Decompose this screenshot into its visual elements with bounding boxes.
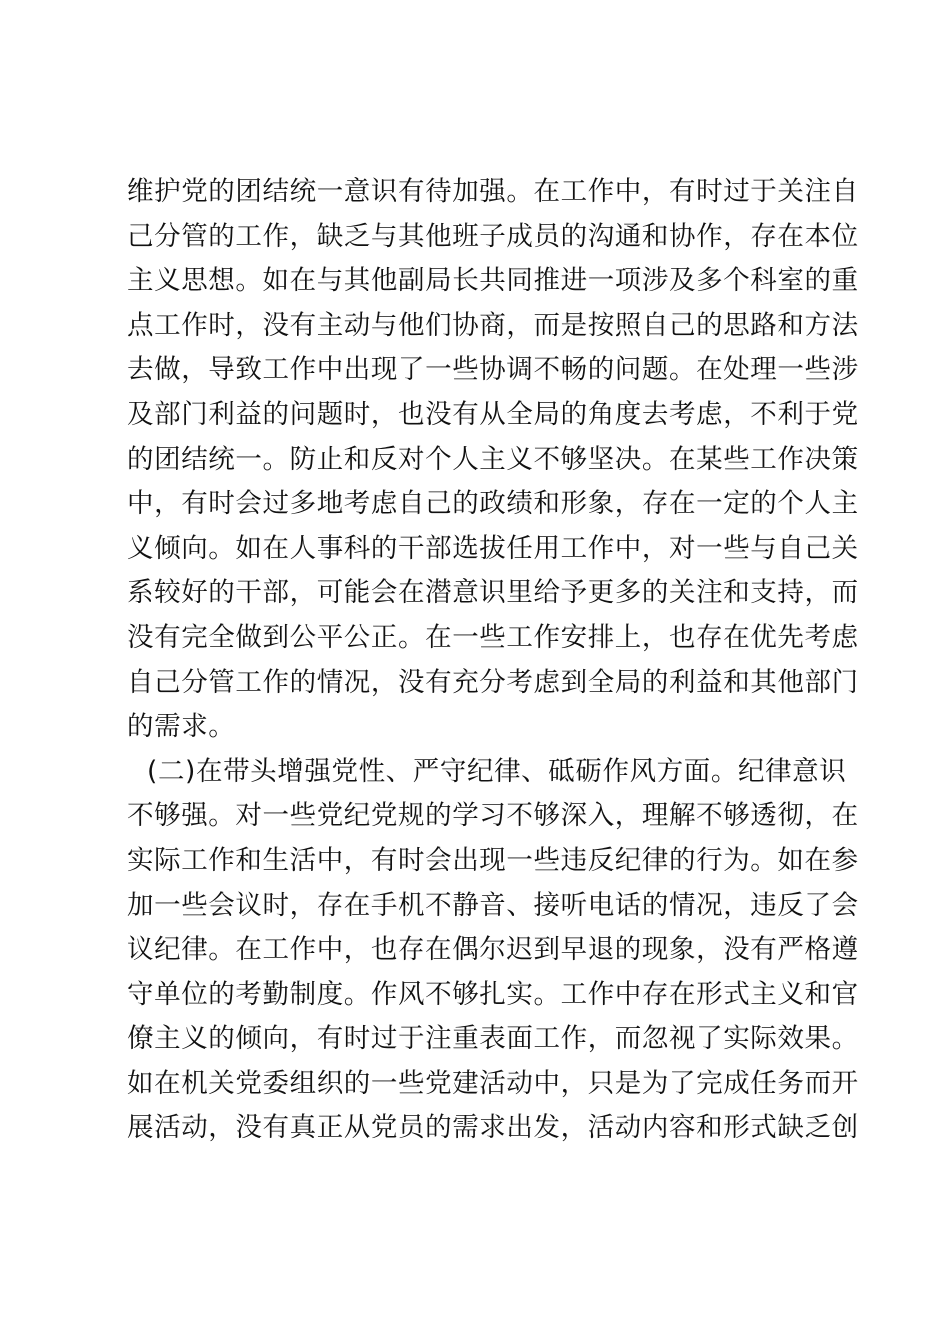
text-line: 去做，导致工作中出现了一些协调不畅的问题。在处理一些涉 [127,354,859,386]
text-line: 加一些会议时，存在手机不静音、接听电话的情况，违反了会 [127,889,859,921]
text-line: 展活动，没有真正从党员的需求出发，活动内容和形式缺乏创 [127,1112,859,1144]
section-heading-line: (二)在带头增强党性、严守纪律、砥砺作风方面。纪律意识 [147,755,847,787]
text-line: 义倾向。如在人事科的干部选拔任用工作中，对一些与自己关 [127,532,859,564]
text-line: 维护党的团结统一意识有待加强。在工作中，有时过于关注自 [127,176,859,207]
text-line: 实际工作和生活中，有时会出现一些违反纪律的行为。如在参 [127,844,859,876]
text-line: 守单位的考勤制度。作风不够扎实。工作中存在形式主义和官 [127,978,859,1010]
text-line: 及部门利益的问题时，也没有从全局的角度去考虑，不利于党 [127,398,859,430]
text-line: 系较好的干部，可能会在潜意识里给予更多的关注和支持，而 [127,577,859,609]
text-line: 议纪律。在工作中，也存在偶尔迟到早退的现象，没有严格遵 [127,934,859,966]
text-line: 不够强。对一些党纪党规的学习不够深入，理解不够透彻，在 [127,800,859,832]
text-line: 中，有时会过多地考虑自己的政绩和形象，存在一定的个人主 [127,488,859,520]
text-line: 自己分管工作的情况，没有充分考虑到全局的利益和其他部门 [127,666,859,698]
text-line: 主义思想。如在与其他副局长共同推进一项涉及多个科室的重 [127,265,859,297]
text-line: 己分管的工作，缺乏与其他班子成员的沟通和协作，存在本位 [127,220,859,252]
text-line: 如在机关党委组织的一些党建活动中，只是为了完成任务而开 [127,1067,859,1099]
text-line: 没有完全做到公平公正。在一些工作安排上，也存在优先考虑 [127,621,859,653]
document-body [127,170,859,1151]
text-line: 点工作时，没有主动与他们协商，而是按照自己的思路和方法 [127,309,859,341]
text-line: 僚主义的倾向，有时过于注重表面工作，而忽视了实际效果。 [127,1023,859,1055]
text-line: 的团结统一。防止和反对个人主义不够坚决。在某些工作决策 [127,443,859,475]
text-line: 的需求。 [127,711,236,743]
